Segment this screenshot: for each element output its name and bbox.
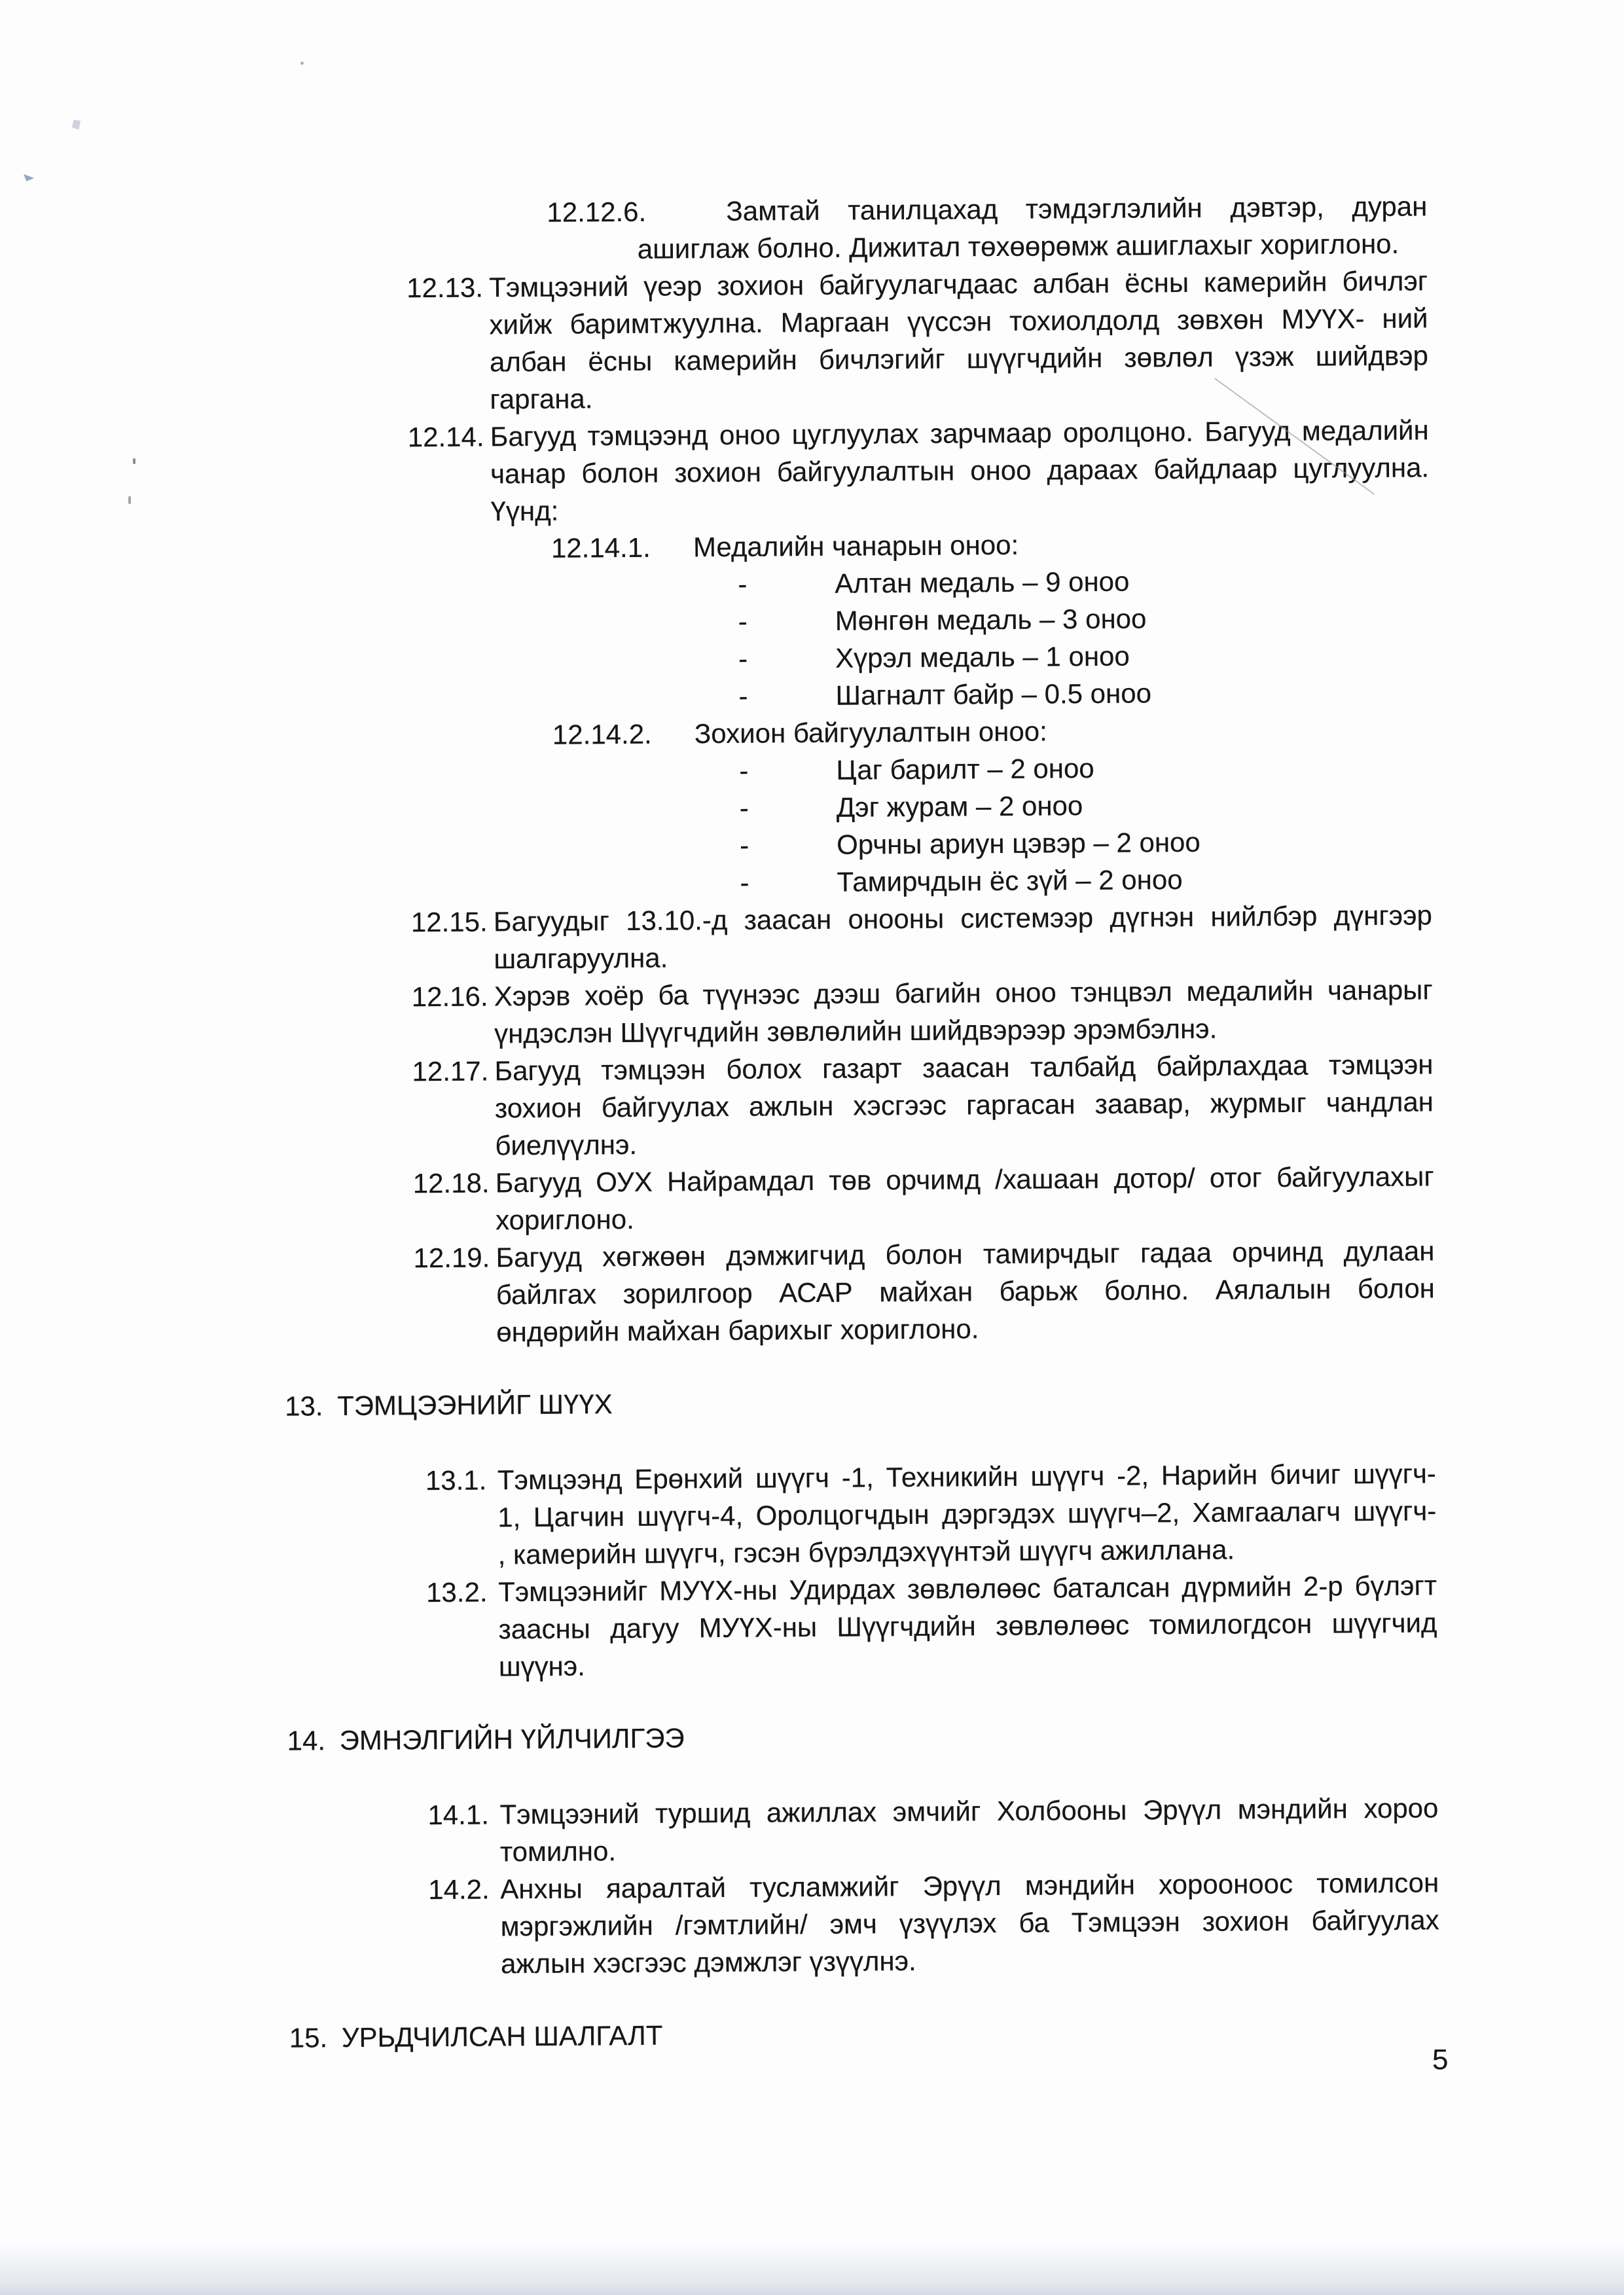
bullet-text: Цаг барилт – 2 оноо	[836, 752, 1094, 786]
section-title: УРЬДЧИЛСАН ШАЛГАЛТ	[341, 2019, 663, 2053]
section-number: 13.	[284, 1390, 323, 1422]
item-text	[498, 1566, 1437, 1685]
bullet-item	[738, 671, 1621, 714]
paragraph-line: ашиглаж болно. Дижитал төхөөрөмж ашиглахыг хориглоно.	[637, 228, 1399, 264]
page-number: 5	[1432, 2044, 1449, 2076]
section-number: 15.	[289, 2022, 328, 2053]
sub-heading-label: Зохион байгуулалтын оноо:	[694, 715, 1047, 750]
paragraph-line: Хэрэв хоёр ба түүнээс дээш багийн оноо тэнцвэл медалийн чанарыг	[494, 974, 1433, 1012]
paragraph-line: мэргэжлийн /гэмтлийн/ эмч үзүүлэх ба Тэмцээн зохион байгуулах	[500, 1904, 1439, 1942]
paragraph-line: Багуудыг 13.10.-д заасан онооны системээр дүгнэн нийлбэр дүнгээр	[493, 899, 1433, 937]
paragraph-line: гаргана.	[490, 383, 593, 415]
bullet-dash: -	[738, 643, 748, 674]
bullet-dash: -	[739, 755, 749, 786]
bullet-dash: -	[738, 680, 748, 712]
paragraph-line: Замтай танилцахад тэмдэглэлийн дэвтэр, дуран	[726, 190, 1428, 226]
item-text	[494, 971, 1434, 1052]
bullet-item	[740, 783, 1622, 826]
item-number: 12.18.	[412, 1167, 490, 1199]
bullet-item	[738, 634, 1621, 677]
bullet-dash: -	[739, 792, 749, 823]
item-number: 12.17.	[412, 1055, 489, 1087]
list-item	[413, 1157, 1435, 1239]
item-number: 14.2.	[428, 1873, 490, 1906]
bullet-dash: -	[740, 867, 749, 898]
bullet-dash: -	[739, 829, 749, 861]
sub-heading-label: Медалийн чанарын оноо:	[693, 529, 1019, 563]
paragraph-line: хийж баримтжуулна. Маргаан үүссэн тохиолдолд зөвхөн МУҮХ- ний	[489, 302, 1428, 340]
paragraph-line: шүүнэ.	[498, 1650, 586, 1682]
scan-speck	[128, 496, 131, 504]
paragraph-line: Багууд тэмцээн болох газарт заасан талбайд байрлахдаа тэмцээн	[494, 1049, 1434, 1087]
bullet-text: Хүрэл медаль – 1 оноо	[835, 640, 1130, 674]
list-item	[412, 1045, 1434, 1165]
paragraph-line: Анхны яаралтай тусламжийг Эрүүл мэндийн хорооноос томилсон	[500, 1867, 1439, 1905]
paragraph-line: хориглоно.	[495, 1203, 634, 1236]
list-item	[408, 411, 1430, 530]
bullet-item	[738, 596, 1621, 640]
paragraph-line: Тэмцээнийг МУҮХ-ны Удирдах зөвлөлөөс баталсан дүрмийн 2-р бүлэгт	[497, 1570, 1437, 1608]
item-text	[499, 1789, 1439, 1870]
section-number: 14.	[287, 1725, 326, 1756]
paragraph-line: шалгаруулна.	[494, 942, 668, 975]
bullet-text: Шагналт байр – 0.5 оноо	[835, 678, 1152, 711]
bullet-dash: -	[738, 605, 748, 637]
paragraph-line: томилно.	[499, 1835, 617, 1868]
section-heading	[287, 1712, 1624, 1759]
bullet-text: Алтан медаль – 9 оноо	[835, 566, 1130, 599]
paragraph-line: байлгах зорилгоор АСАР майхан барьж болно. Аялалын болон	[496, 1273, 1435, 1310]
item-number: 12.14.	[407, 421, 484, 453]
list-item	[547, 187, 1427, 230]
item-text	[496, 1232, 1435, 1350]
paragraph-line: Багууд тэмцээнд оноо цуглуулах зарчмаар оролцоно. Багууд медалийн	[490, 414, 1429, 452]
list-item	[411, 896, 1433, 978]
paragraph-line: 1, Цагчин шүүгч-4, Оролцогчдын дэргэдэх шүүгч–2, Хамгаалагч шүүгч-	[497, 1495, 1437, 1533]
scan-edge-shadow	[0, 2243, 1624, 2295]
paragraph-line: Тэмцээний туршид ажиллах эмчийг Холбооны Эрүүл мэндийн хороо	[499, 1792, 1439, 1830]
paragraph-line: чанар болон зохион байгуулалтын оноо дараах байдлаар цуглуулна.	[490, 452, 1430, 490]
bullet-item	[740, 858, 1622, 901]
item-number: 12.14.1.	[550, 532, 651, 564]
paragraph-line: , камерийн шүүгч, гэсэн бүрэлдэхүүнтэй шүүгч ажиллана.	[497, 1534, 1235, 1570]
item-text	[494, 896, 1433, 977]
bullet-item	[740, 820, 1622, 863]
list-item	[425, 1455, 1437, 1574]
item-number: 12.19.	[413, 1242, 490, 1274]
list-item	[413, 1232, 1435, 1351]
item-number: 13.2.	[425, 1576, 488, 1608]
item-text	[500, 1864, 1439, 1982]
list-item	[426, 1566, 1437, 1686]
bullet-text: Мөнгөн медаль – 3 оноо	[835, 603, 1147, 636]
bullet-item	[738, 559, 1620, 602]
item-text	[494, 1045, 1434, 1164]
item-number: 12.14.2.	[552, 718, 652, 750]
paragraph-line: Тэмцээнд Ерөнхий шүүгч -1, Техникийн шүүгч -2, Нарийн бичиг шүүгч-	[497, 1458, 1437, 1496]
item-text	[497, 1455, 1437, 1573]
bullet-text: Тамирчдын ёс зүй – 2 оноо	[837, 864, 1183, 897]
paragraph-line: үндэслэн Шүүгчдийн зөвлөлийн шийдвэрээр эрэмбэлнэ.	[494, 1013, 1218, 1049]
paragraph-line: заасны дагуу МУҮХ-ны Шүүгчдийн зөвлөлөөс томилогдсон шүүгчид	[498, 1607, 1437, 1645]
bullet-item	[739, 746, 1621, 789]
scan-speck	[133, 458, 135, 464]
section-title: ТЭМЦЭЭНИЙГ ШҮҮХ	[336, 1388, 613, 1422]
item-number: 13.1.	[425, 1464, 487, 1496]
paragraph-line: өндөрийн майхан барихыг хориглоно.	[496, 1313, 979, 1348]
paragraph-line: Багууд хөгжөөн дэмжигчид болон тамирчдыг гадаа орчинд дулаан	[496, 1235, 1435, 1273]
bullet-text: Дэг журам – 2 оноо	[836, 790, 1083, 823]
bullet-dash: -	[738, 568, 748, 600]
item-number: 12.16.	[411, 981, 488, 1013]
paragraph-line: зохион байгуулах ажлын хэсгээс гаргасан заавар, журмыг чандлан	[494, 1086, 1434, 1124]
section-heading	[289, 2010, 1624, 2056]
list-item	[412, 971, 1434, 1053]
list-item	[428, 1864, 1439, 1983]
item-text	[496, 1157, 1435, 1238]
item-text	[490, 411, 1430, 530]
item-number: 12.13.	[406, 272, 484, 304]
section-title: ЭМНЭЛГИЙН ҮЙЛЧИЛГЭЭ	[339, 1722, 685, 1756]
paragraph-line: биелүүлнэ.	[495, 1129, 638, 1161]
paragraph-line: Тэмцээний үеэр зохион байгуулагчдаас албан ёсны камерийн бичлэг	[489, 265, 1428, 303]
paragraph-line: албан ёсны камерийн бичлэгийг шүүгчдийн зөвлөл үзэж шийдвэр	[489, 340, 1429, 378]
item-number: 12.12.6.	[547, 196, 647, 228]
bullet-text: Орчны ариун цэвэр – 2 оноо	[836, 826, 1200, 860]
scan-speck	[300, 62, 304, 65]
item-text	[489, 262, 1429, 418]
list-item	[406, 262, 1429, 418]
paragraph-line: Үүнд:	[490, 495, 559, 527]
list-item	[427, 1789, 1439, 1871]
item-number: 12.15.	[410, 906, 488, 938]
item-number: 14.1.	[427, 1799, 490, 1831]
paragraph-line: ажлын хэсгээс дэмжлэг үзүүлнэ.	[500, 1945, 916, 1979]
section-heading	[285, 1378, 1624, 1424]
paragraph-line: Багууд ОУХ Найрамдал төв орчимд /хашаан дотор/ отог байгуулахыг	[495, 1161, 1434, 1199]
